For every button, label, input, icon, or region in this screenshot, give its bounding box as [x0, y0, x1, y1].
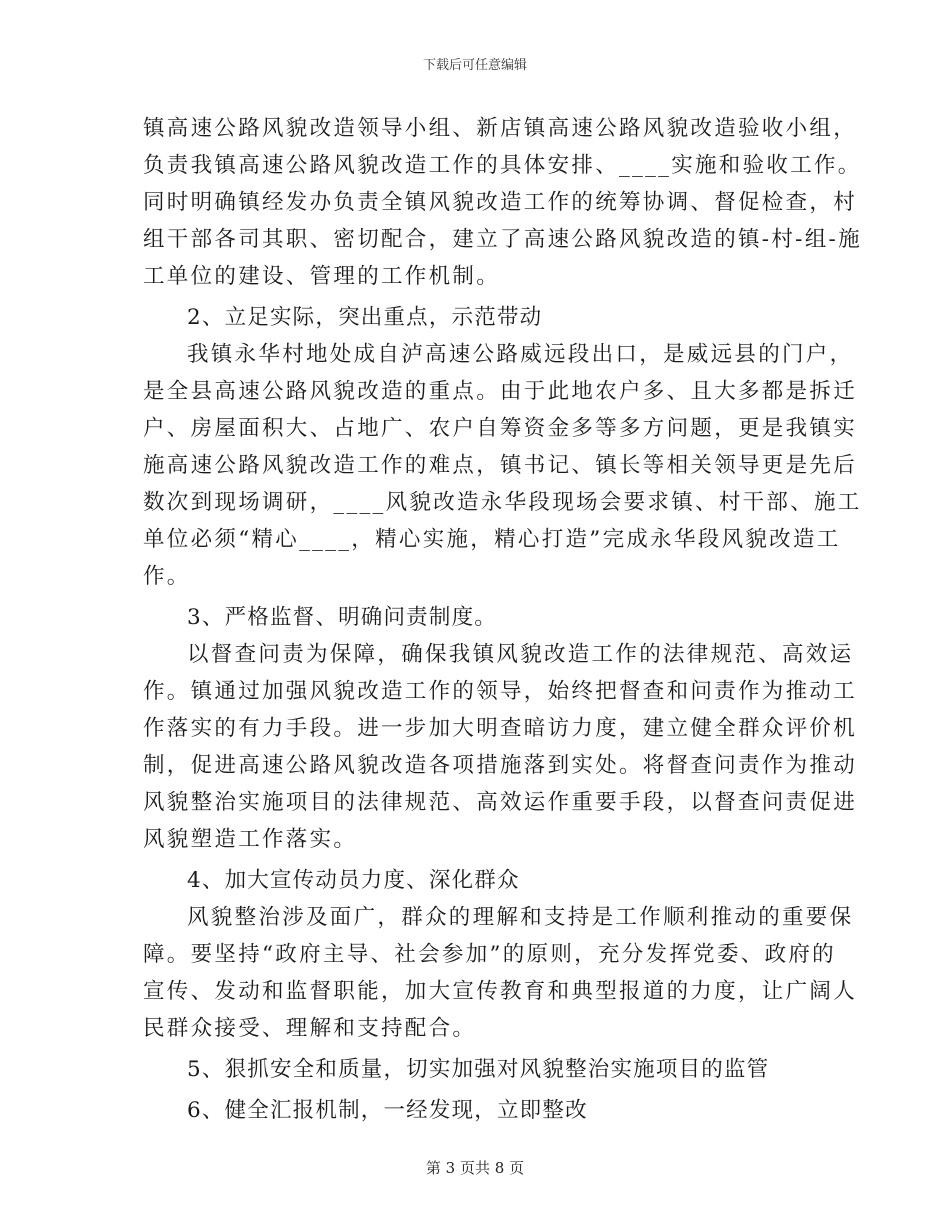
text-line: 作落实的有力手段。进一步加大明查暗访力度，建立健全群众评价机	[143, 716, 858, 741]
text-line: 我镇永华村地处成自泸高速公路威远段出口，是威远县的门户，	[187, 342, 854, 367]
text-line: 风貌塑造工作落实。	[143, 827, 358, 852]
page-header-note: 下载后可任意编辑	[422, 58, 527, 73]
document-body	[143, 110, 862, 1129]
section-heading-4: 4、加大宣传动员力度、深化群众	[187, 868, 520, 893]
text-line: 工单位的建设、管理的工作机制。	[143, 264, 501, 289]
text-line: 镇高速公路风貌改造领导小组、新店镇高速公路风貌改造验收小组，	[143, 116, 858, 141]
text-line: 作。镇通过加强风貌改造工作的领导，始终把督查和问责作为推动工	[143, 679, 858, 704]
text-line: 组干部各司其职、密切配合，建立了高速公路风貌改造的镇-村-组-施	[143, 227, 862, 252]
text-line: 风貌整治涉及面广，群众的理解和支持是工作顺利推动的重要保	[187, 905, 854, 930]
text-line: 负责我镇高速公路风貌改造工作的具体安排、____实施和验收工作。	[143, 153, 862, 178]
section-heading-3: 3、严格监督、明确问责制度。	[187, 605, 497, 630]
text-line: 是全县高速公路风貌改造的重点。由于此地农户多、且大多都是拆迁	[143, 379, 858, 404]
text-line: 户、房屋面积大、占地广、农户自筹资金多等多方问题，更是我镇实	[143, 416, 858, 441]
section-heading-2: 2、立足实际，突出重点，示范带动	[187, 305, 543, 330]
paragraph-yonghua-village	[143, 336, 862, 595]
text-line: 作。	[143, 564, 191, 589]
text-line: 单位必须“精心____，精心实施，精心打造”完成永华段风貌改造工	[143, 527, 841, 552]
page-number: 第 3 页共 8 页	[425, 1159, 525, 1177]
text-line: 民群众接受、理解和支持配合。	[143, 1016, 477, 1041]
text-line: 以督查问责为保障，确保我镇风貌改造工作的法律规范、高效运	[187, 642, 854, 667]
text-line: 施高速公路风貌改造工作的难点，镇书记、镇长等相关领导更是先后	[143, 453, 858, 478]
paragraph-supervision	[143, 636, 858, 858]
paragraph-publicity	[143, 899, 858, 1047]
text-line: 制，促进高速公路风貌改造各项措施落到实处。将督查问责作为推动	[143, 753, 858, 778]
text-line: 数次到现场调研，____风貌改造永华段现场会要求镇、村干部、施工	[143, 490, 862, 515]
text-line: 风貌整治实施项目的法律规范、高效运作重要手段，以督查问责促进	[143, 790, 858, 815]
paragraph-leadership-groups	[143, 110, 862, 295]
section-heading-6: 6、健全汇报机制，一经发现，立即整改	[187, 1098, 588, 1123]
section-heading-5: 5、狠抓安全和质量，切实加强对风貌整治实施项目的监管	[187, 1057, 770, 1082]
text-line: 同时明确镇经发办负责全镇风貌改造工作的统筹协调、督促检查，村	[143, 190, 858, 215]
text-line: 宣传、发动和监督职能，加大宣传教育和典型报道的力度，让广阔人	[143, 979, 858, 1004]
text-line: 障。要坚持“政府主导、社会参加”的原则，充分发挥党委、政府的	[143, 942, 836, 967]
